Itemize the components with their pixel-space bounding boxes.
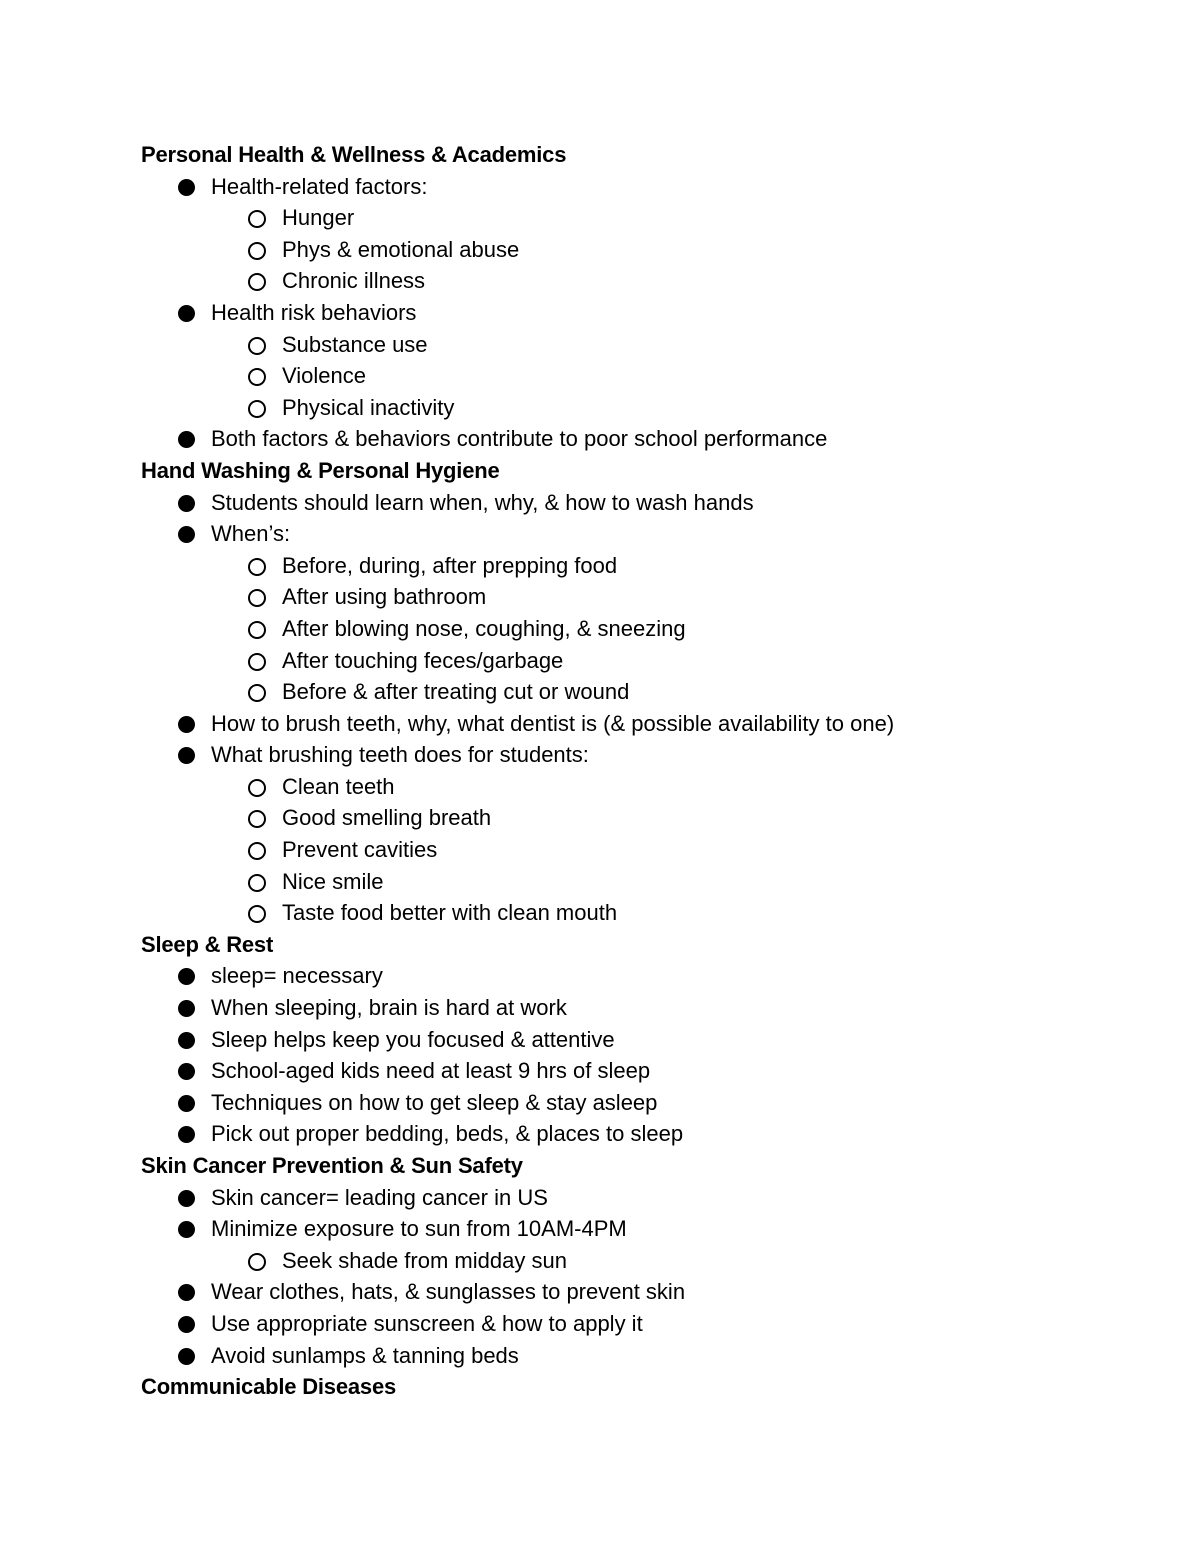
list-item — [141, 297, 1141, 423]
list-item-text: Pick out proper bedding, beds, & places to sleep — [211, 1121, 684, 1147]
filled-bullet-icon — [178, 1316, 195, 1333]
hollow-bullet-icon — [248, 210, 266, 228]
sub-list-item-text: Substance use — [282, 331, 428, 357]
list-item — [141, 739, 1141, 929]
hollow-bullet-icon — [248, 1253, 266, 1271]
section-heading: Hand Washing & Personal Hygiene — [141, 457, 500, 483]
list-item — [141, 487, 1141, 519]
section-heading: Communicable Diseases — [141, 1374, 397, 1400]
list-item — [141, 1024, 1141, 1056]
filled-bullet-icon — [178, 1126, 195, 1143]
filled-bullet-icon — [178, 1095, 195, 1112]
sub-list-item — [141, 834, 1141, 866]
filled-bullet-icon — [178, 716, 195, 733]
filled-bullet-icon — [178, 305, 195, 322]
filled-bullet-icon — [178, 1063, 195, 1080]
list-item-text: Wear clothes, hats, & sunglasses to prevent skin — [211, 1279, 686, 1305]
sub-list-item — [141, 1245, 1141, 1277]
list-item-text: Minimize exposure to sun from 10AM-4PM — [211, 1216, 627, 1242]
list-item — [141, 1340, 1141, 1372]
hollow-bullet-icon — [248, 905, 266, 923]
sub-list-item-text: Good smelling breath — [282, 805, 492, 831]
list-item — [141, 992, 1141, 1024]
section — [141, 1150, 1141, 1371]
sub-list-item-text: Before, during, after prepping food — [282, 552, 618, 578]
list-item — [141, 423, 1141, 455]
hollow-bullet-icon — [248, 368, 266, 386]
list-item-text: Avoid sunlamps & tanning beds — [211, 1342, 519, 1368]
section-heading: Personal Health & Wellness & Academics — [141, 142, 567, 167]
list-item-text: Sleep helps keep you focused & attentive — [211, 1026, 615, 1052]
bullet-list — [141, 171, 1141, 455]
sub-list-item — [141, 676, 1141, 708]
sub-list-item — [141, 897, 1141, 929]
sub-bullet-list — [141, 329, 1141, 424]
sub-list-item — [141, 234, 1141, 266]
list-item-text: What brushing teeth does for students: — [211, 742, 589, 768]
sub-list-item-text: Clean teeth — [282, 773, 395, 799]
filled-bullet-icon — [178, 1000, 195, 1017]
sub-list-item — [141, 581, 1141, 613]
list-item — [141, 1213, 1141, 1276]
sub-list-item-text: After touching feces/garbage — [282, 647, 564, 673]
sub-list-item — [141, 771, 1141, 803]
section — [141, 929, 1141, 1150]
sub-list-item-text: Violence — [282, 363, 366, 389]
sub-list-item-text: Phys & emotional abuse — [282, 236, 520, 262]
list-item-text: Techniques on how to get sleep & stay asleep — [211, 1089, 658, 1115]
filled-bullet-icon — [178, 968, 195, 985]
hollow-bullet-icon — [248, 589, 266, 607]
hollow-bullet-icon — [248, 337, 266, 355]
section — [141, 455, 1141, 929]
document-page — [141, 139, 1141, 1403]
sub-bullet-list — [141, 550, 1141, 708]
sub-list-item-text: Before & after treating cut or wound — [282, 679, 630, 705]
bullet-list — [141, 487, 1141, 929]
sub-list-item — [141, 613, 1141, 645]
sub-list-item-text: After using bathroom — [282, 584, 487, 610]
filled-bullet-icon — [178, 1190, 195, 1207]
sub-bullet-list — [141, 1245, 1141, 1277]
filled-bullet-icon — [178, 1221, 195, 1238]
bullet-list — [141, 1182, 1141, 1372]
list-item — [141, 1308, 1141, 1340]
sub-bullet-list — [141, 202, 1141, 297]
filled-bullet-icon — [178, 1348, 195, 1365]
hollow-bullet-icon — [248, 653, 266, 671]
list-item — [141, 1055, 1141, 1087]
filled-bullet-icon — [178, 1284, 195, 1301]
sub-list-item-text: Prevent cavities — [282, 837, 438, 863]
sub-list-item — [141, 265, 1141, 297]
hollow-bullet-icon — [248, 842, 266, 860]
sub-list-item-text: Nice smile — [282, 868, 384, 894]
sub-list-item-text: After blowing nose, coughing, & sneezing — [282, 615, 686, 641]
sub-list-item-text: Hunger — [282, 205, 355, 231]
list-item — [141, 1182, 1141, 1214]
sub-list-item — [141, 550, 1141, 582]
bullet-list — [141, 960, 1141, 1150]
sub-list-item-text: Taste food better with clean mouth — [282, 900, 618, 926]
hollow-bullet-icon — [248, 684, 266, 702]
hollow-bullet-icon — [248, 874, 266, 892]
list-item — [141, 708, 1141, 740]
list-item — [141, 1276, 1141, 1308]
list-item — [141, 1087, 1141, 1119]
hollow-bullet-icon — [248, 273, 266, 291]
sub-list-item-text: Chronic illness — [282, 268, 426, 294]
section — [141, 1371, 1141, 1403]
list-item-text: When sleeping, brain is hard at work — [211, 995, 567, 1021]
list-item-text: Students should learn when, why, & how to wash hands — [211, 489, 754, 515]
section-heading: Skin Cancer Prevention & Sun Safety — [141, 1153, 523, 1178]
section — [141, 139, 1141, 455]
list-item — [141, 1118, 1141, 1150]
filled-bullet-icon — [178, 747, 195, 764]
sub-list-item — [141, 329, 1141, 361]
list-item-text: Both factors & behaviors contribute to poor school performance — [211, 426, 828, 452]
list-item-text: Health risk behaviors — [211, 299, 417, 325]
sub-list-item-text: Physical inactivity — [282, 394, 455, 420]
list-item-text: Health-related factors: — [211, 173, 428, 199]
section-heading: Sleep & Rest — [141, 931, 274, 957]
sub-list-item — [141, 866, 1141, 898]
hollow-bullet-icon — [248, 810, 266, 828]
sub-bullet-list — [141, 771, 1141, 929]
sub-list-item — [141, 802, 1141, 834]
list-item-text: When’s: — [211, 521, 291, 547]
filled-bullet-icon — [178, 431, 195, 448]
sub-list-item-text: Seek shade from midday sun — [282, 1247, 567, 1273]
hollow-bullet-icon — [248, 242, 266, 260]
list-item-text: How to brush teeth, why, what dentist is (& possible availability to one) — [211, 710, 895, 736]
list-item-text: sleep= necessary — [211, 963, 383, 989]
filled-bullet-icon — [178, 495, 195, 512]
hollow-bullet-icon — [248, 621, 266, 639]
filled-bullet-icon — [178, 1032, 195, 1049]
sub-list-item — [141, 202, 1141, 234]
sub-list-item — [141, 360, 1141, 392]
list-item — [141, 518, 1141, 708]
list-item — [141, 171, 1141, 297]
list-item-text: Use appropriate sunscreen & how to apply it — [211, 1310, 643, 1336]
sub-list-item — [141, 645, 1141, 677]
list-item — [141, 960, 1141, 992]
filled-bullet-icon — [178, 179, 195, 196]
hollow-bullet-icon — [248, 400, 266, 418]
hollow-bullet-icon — [248, 558, 266, 576]
list-item-text: School-aged kids need at least 9 hrs of sleep — [211, 1058, 651, 1084]
list-item-text: Skin cancer= leading cancer in US — [211, 1184, 548, 1210]
hollow-bullet-icon — [248, 779, 266, 797]
filled-bullet-icon — [178, 526, 195, 543]
sub-list-item — [141, 392, 1141, 424]
